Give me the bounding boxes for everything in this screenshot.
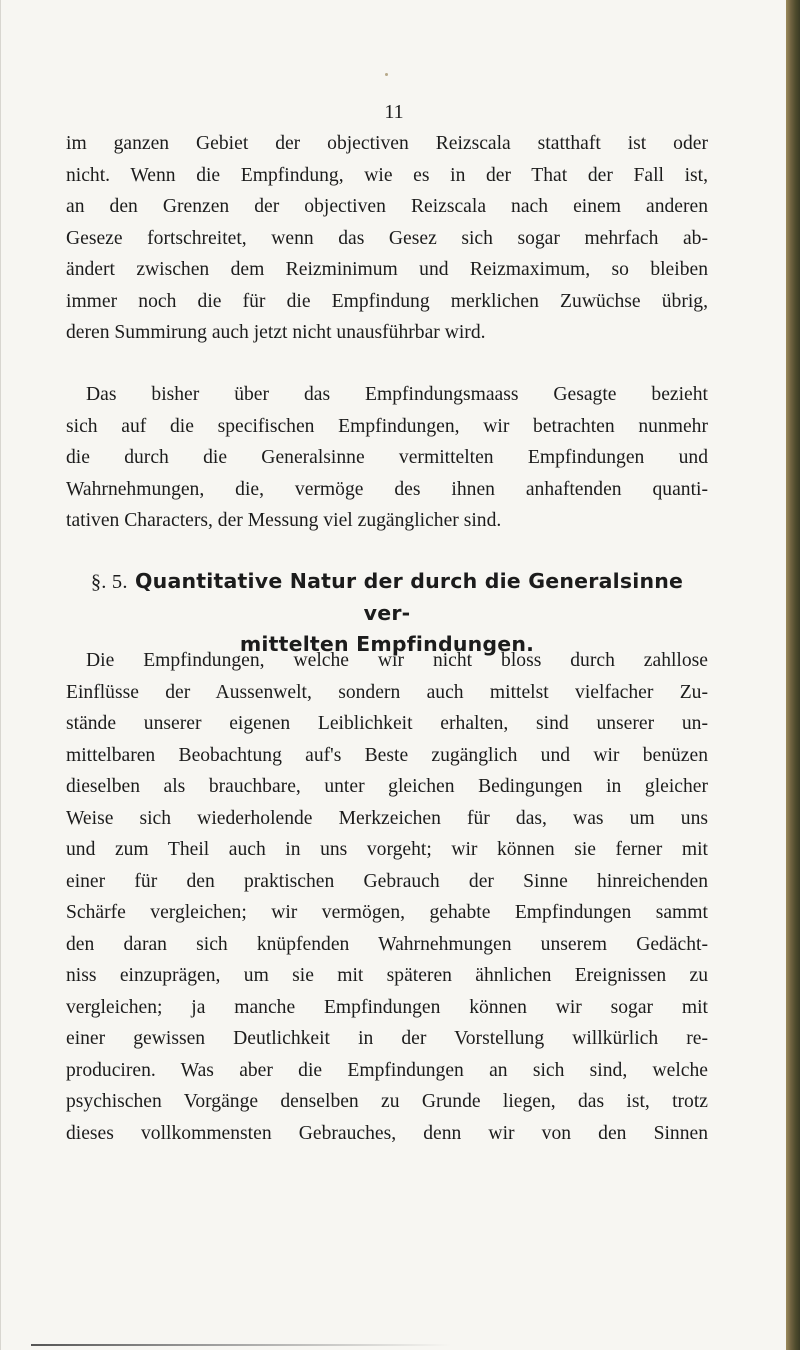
text-line: Schärfe vergleichen; wir vermögen, gehabte Empfindungen sammt bbox=[66, 902, 708, 923]
scan-shadow-line bbox=[31, 1344, 451, 1346]
text-line: nicht. Wenn die Empfindung, wie es in der That der Fall ist, bbox=[66, 164, 708, 186]
text-line: deren Summirung auch jetzt nicht unausführbar wird. bbox=[66, 322, 486, 343]
text-line: immer noch die für die Empfindung merklichen Zuwüchse übrig, bbox=[66, 290, 708, 312]
paragraph-2 bbox=[66, 379, 708, 537]
paragraph-1 bbox=[66, 128, 708, 349]
text-line: mittelbaren Beobachtung auf's Beste zugänglich und wir benüzen bbox=[66, 744, 708, 766]
book-edge bbox=[786, 0, 800, 1350]
text-line: vergleichen; ja manche Empfindungen können wir sogar mit bbox=[66, 996, 708, 1018]
text-line: im ganzen Gebiet der objectiven Reizscala statthaft ist oder bbox=[66, 133, 708, 154]
text-line: Wahrnehmungen, die, vermöge des ihnen anhaftenden quanti- bbox=[66, 478, 708, 500]
text-line: einer gewissen Deutlichkeit in der Vorstellung willkürlich re- bbox=[66, 1028, 708, 1049]
text-line: Einflüsse der Aussenwelt, sondern auch mittelst vielfacher Zu- bbox=[66, 681, 708, 703]
paper-speck bbox=[385, 73, 388, 76]
text-line: an den Grenzen der objectiven Reizscala nach einem anderen bbox=[66, 196, 708, 217]
page-number: 11 bbox=[384, 101, 404, 123]
text-line: die durch die Generalsinne vermittelten Empfindungen und bbox=[66, 447, 708, 468]
text-line: tativen Characters, der Messung viel zugänglicher sind. bbox=[66, 510, 502, 531]
section-heading-line-1 bbox=[66, 566, 708, 629]
text-line: dieses vollkommensten Gebrauches, denn wir von den Sinnen bbox=[66, 1122, 708, 1144]
text-line: niss einzuprägen, um sie mit späteren ähnlichen Ereignissen zu bbox=[66, 965, 708, 986]
paragraph-3 bbox=[66, 645, 708, 1149]
text-line: Geseze fortschreitet, wenn das Gesez sich sogar mehrfach ab- bbox=[66, 227, 708, 249]
text-line: psychischen Vorgänge denselben zu Grunde liegen, das ist, trotz bbox=[66, 1091, 708, 1112]
text-line: produciren. Was aber die Empfindungen an sich sind, welche bbox=[66, 1059, 708, 1081]
text-line: Das bisher über das Empfindungsmaass Gesagte bezieht bbox=[86, 384, 708, 405]
section-marker: §. 5. bbox=[90, 571, 128, 593]
text-line: sich auf die specifischen Empfindungen, wir betrachten nunmehr bbox=[66, 415, 708, 437]
section-title-part-2: mittelten Empfindungen. bbox=[239, 632, 535, 656]
text-line: den daran sich knüpfenden Wahrnehmungen unserem Gedächt- bbox=[66, 933, 708, 955]
text-line: dieselben als brauchbare, unter gleichen Bedingungen in gleicher bbox=[66, 776, 708, 797]
text-line: einer für den praktischen Gebrauch der Sinne hinreichenden bbox=[66, 870, 708, 892]
text-line: stände unserer eigenen Leiblichkeit erhalten, sind unserer un- bbox=[66, 713, 708, 734]
text-line: ändert zwischen dem Reizminimum und Reizmaximum, so bleiben bbox=[66, 259, 708, 280]
text-line: Die Empfindungen, welche wir nicht bloss durch zahllose bbox=[86, 650, 708, 671]
text-line: und zum Theil auch in uns vorgeht; wir können sie ferner mit bbox=[66, 839, 708, 860]
text-line: Weise sich wiederholende Merkzeichen für das, was um uns bbox=[66, 807, 708, 829]
section-title-part-1: Quantitative Natur der durch die Generalsinne ver- bbox=[135, 569, 684, 625]
